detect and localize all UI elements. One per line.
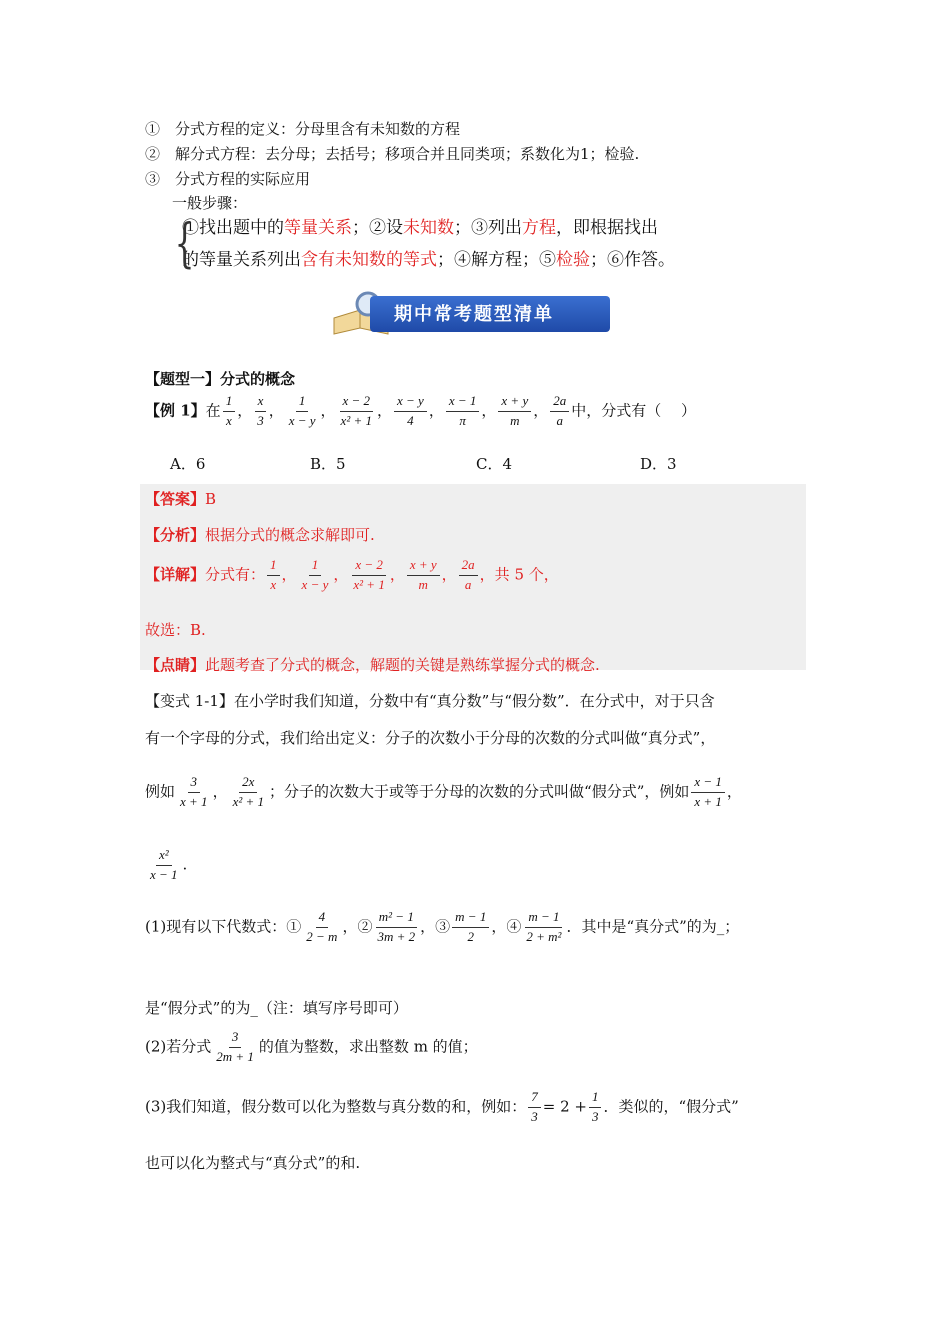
text: 分式有： xyxy=(205,565,266,584)
numerator: 3 xyxy=(229,1030,242,1048)
choose-line: 故选：B. xyxy=(145,621,206,639)
fraction xyxy=(350,558,387,593)
option-b: B．5 xyxy=(310,455,346,473)
separator: ， xyxy=(281,565,297,584)
fraction xyxy=(254,394,267,429)
separator: ， xyxy=(481,401,497,420)
separator: ， xyxy=(428,401,444,420)
denominator: m xyxy=(418,576,428,592)
text: 在 xyxy=(205,401,221,420)
numerator: 2x xyxy=(239,775,257,793)
separator: ， xyxy=(533,401,549,420)
keyword: 未知数 xyxy=(403,218,454,238)
answer-label: 【答案】 xyxy=(145,490,206,508)
variant-line-4 xyxy=(145,848,187,883)
denominator: 3 xyxy=(591,1108,599,1124)
keyword: 检验 xyxy=(556,250,590,270)
question-3-line-2: 也可以化为整式与“真分式”的和. xyxy=(145,1154,361,1172)
text: 中，分式有（ ） xyxy=(571,401,697,420)
text: ，即根据找出 xyxy=(556,218,658,238)
summary-item-1: ① 分式方程的定义：分母里含有未知数的方程 xyxy=(145,120,461,138)
separator: ， xyxy=(212,782,228,801)
fraction xyxy=(230,775,267,810)
fraction xyxy=(407,558,440,593)
detail-label: 【详解】 xyxy=(145,565,206,584)
denominator: 2 + m² xyxy=(526,928,562,944)
option-d: D．3 xyxy=(640,455,677,473)
summary-item-2: ② 解分式方程：去分母；去括号；移项合并且同类项；系数化为1；检验. xyxy=(145,145,640,163)
item-mark: ① xyxy=(286,917,302,936)
denominator: 3m + 2 xyxy=(377,928,416,944)
keyword: 含有未知数的等式 xyxy=(301,250,437,270)
denominator: a xyxy=(556,412,563,428)
separator: ， xyxy=(491,917,507,936)
equation-middle: = 2 + xyxy=(542,1097,587,1116)
type1-heading: 【题型一】分式的概念 xyxy=(145,370,296,388)
steps-line-1 xyxy=(182,212,675,244)
denominator: 2 xyxy=(467,928,474,944)
text: ；④解方程；⑤ xyxy=(437,250,556,270)
text: ①找出题中的 xyxy=(182,218,284,238)
question-1 xyxy=(145,910,739,945)
numerator: 1 xyxy=(589,1090,602,1108)
fraction xyxy=(147,848,181,883)
answer-value: B xyxy=(205,490,217,508)
brace-icon: { xyxy=(174,214,195,274)
denominator: 2 − m xyxy=(306,928,338,944)
numerator: x² xyxy=(156,848,172,866)
fraction xyxy=(374,910,418,945)
detail-line xyxy=(145,558,559,593)
numerator: 7 xyxy=(528,1090,541,1108)
steps-line-2 xyxy=(182,244,675,276)
comment-text: 此题考查了分式的概念，解题的关键是熟练掌握分式的概念. xyxy=(205,656,600,674)
separator: ， xyxy=(342,917,358,936)
fraction xyxy=(303,910,340,945)
numerator: m² − 1 xyxy=(376,910,417,928)
text: 的值为整数，求出整数 m 的值； xyxy=(258,1037,478,1056)
fraction xyxy=(446,394,480,429)
separator: ， xyxy=(420,917,436,936)
fraction xyxy=(523,910,564,945)
separator: ， xyxy=(389,565,405,584)
numerator: x xyxy=(255,394,267,412)
variant-line-1 xyxy=(145,690,715,711)
fraction xyxy=(589,1090,602,1125)
denominator: x − 1 xyxy=(150,866,178,882)
text: ；分子的次数大于或等于分母的次数的分式叫做“假分式”，例如 xyxy=(269,782,690,801)
numerator: m − 1 xyxy=(525,910,562,928)
comment-line xyxy=(145,654,600,675)
numerator: 4 xyxy=(316,910,329,928)
denominator: 3 xyxy=(257,412,264,428)
separator: ， xyxy=(333,565,349,584)
text: ；②设 xyxy=(352,218,403,238)
keyword: 方程 xyxy=(522,218,556,238)
fraction xyxy=(299,558,332,593)
denominator: x + 1 xyxy=(694,793,722,809)
numerator: 2a xyxy=(550,394,569,412)
fraction xyxy=(177,775,211,810)
numerator: x + y xyxy=(498,394,531,412)
keyword: 等量关系 xyxy=(284,218,352,238)
fraction xyxy=(550,394,569,429)
numerator: x − 2 xyxy=(352,558,386,576)
numerator: 2a xyxy=(459,558,478,576)
separator: ， xyxy=(726,782,742,801)
numerator: m − 1 xyxy=(452,910,489,928)
fraction xyxy=(459,558,478,593)
variant-line-2: 有一个字母的分式，我们给出定义：分子的次数小于分母的次数的分式叫做“真分式”， xyxy=(145,729,716,747)
steps-block xyxy=(172,212,675,276)
banner-title: 期中常考题型清单 xyxy=(394,304,554,325)
fraction xyxy=(452,910,489,945)
variant-label: 【变式 1-1】 xyxy=(145,692,234,710)
item-mark: ③ xyxy=(435,917,451,936)
denominator: a xyxy=(464,576,472,592)
example-1 xyxy=(145,394,696,429)
fraction xyxy=(286,394,319,429)
fraction xyxy=(213,1030,257,1065)
fraction xyxy=(691,775,725,810)
numerator: x − y xyxy=(394,394,427,412)
fraction xyxy=(394,394,427,429)
summary-item-3: ③ 分式方程的实际应用 xyxy=(145,170,311,188)
variant-line-3 xyxy=(145,775,742,810)
numerator: 1 xyxy=(223,394,236,412)
denominator: x − y xyxy=(288,412,316,428)
numerator: 1 xyxy=(309,558,322,576)
text: ．其中是“真分式”的为_； xyxy=(566,917,740,936)
denominator: x + 1 xyxy=(180,793,208,809)
numerator: 3 xyxy=(188,775,201,793)
option-a: A．6 xyxy=(170,455,206,473)
denominator: x xyxy=(270,576,277,592)
text: ．类似的，“假分式” xyxy=(603,1097,739,1116)
variant-text-1: 在小学时我们知道，分数中有“真分数”与“假分数”．在分式中，对于只含 xyxy=(233,692,715,710)
numerator: x + y xyxy=(407,558,440,576)
text: (3)我们知道，假分数可以化为整数与真分数的和，例如： xyxy=(145,1097,527,1116)
text: ；⑥作答。 xyxy=(590,250,675,270)
analysis-label: 【分析】 xyxy=(145,526,206,544)
text: (1)现有以下代数式： xyxy=(145,917,287,936)
item-mark: ② xyxy=(357,917,373,936)
numerator: 1 xyxy=(267,558,280,576)
question-1-line-2: 是“假分式”的为_（注：填写序号即可） xyxy=(145,999,408,1017)
separator: ， xyxy=(320,401,336,420)
denominator: x² + 1 xyxy=(232,793,265,809)
text: ；③列出 xyxy=(454,218,522,238)
item-mark: ④ xyxy=(506,917,522,936)
comment-label: 【点睛】 xyxy=(145,656,206,674)
numerator: x − 1 xyxy=(691,775,725,793)
answer-line xyxy=(145,488,216,509)
denominator: 4 xyxy=(407,412,414,428)
numerator: 1 xyxy=(296,394,309,412)
analysis-text: 根据分式的概念求解即可. xyxy=(205,526,375,544)
numerator: x − 1 xyxy=(446,394,480,412)
separator: ， xyxy=(441,565,457,584)
steps-title: 一般步骤： xyxy=(172,194,248,212)
denominator: 2m + 1 xyxy=(216,1048,254,1064)
fraction xyxy=(498,394,531,429)
fraction xyxy=(338,394,375,429)
numerator: x − 2 xyxy=(340,394,374,412)
denominator: x − y xyxy=(301,576,329,592)
text: (2)若分式 xyxy=(145,1037,212,1056)
text: ，共 5 个， xyxy=(479,565,559,584)
section-banner xyxy=(330,288,618,340)
denominator: x² + 1 xyxy=(353,576,385,592)
text: 的等量关系列出 xyxy=(182,250,301,270)
denominator: π xyxy=(459,412,466,428)
analysis-line xyxy=(145,524,375,545)
option-c: C．4 xyxy=(476,455,513,473)
example-label: 【例 1】 xyxy=(145,401,206,420)
question-3 xyxy=(145,1090,739,1125)
denominator: 3 xyxy=(531,1108,538,1124)
period: . xyxy=(182,855,188,874)
fraction xyxy=(223,394,236,429)
denominator: x² + 1 xyxy=(340,412,372,428)
fraction xyxy=(267,558,280,593)
separator: ， xyxy=(377,401,393,420)
question-2 xyxy=(145,1030,478,1065)
fraction xyxy=(528,1090,541,1125)
text: 例如 xyxy=(145,782,176,801)
separator: ， xyxy=(268,401,284,420)
denominator: m xyxy=(510,412,520,428)
separator: ， xyxy=(237,401,253,420)
denominator: x xyxy=(226,412,232,428)
